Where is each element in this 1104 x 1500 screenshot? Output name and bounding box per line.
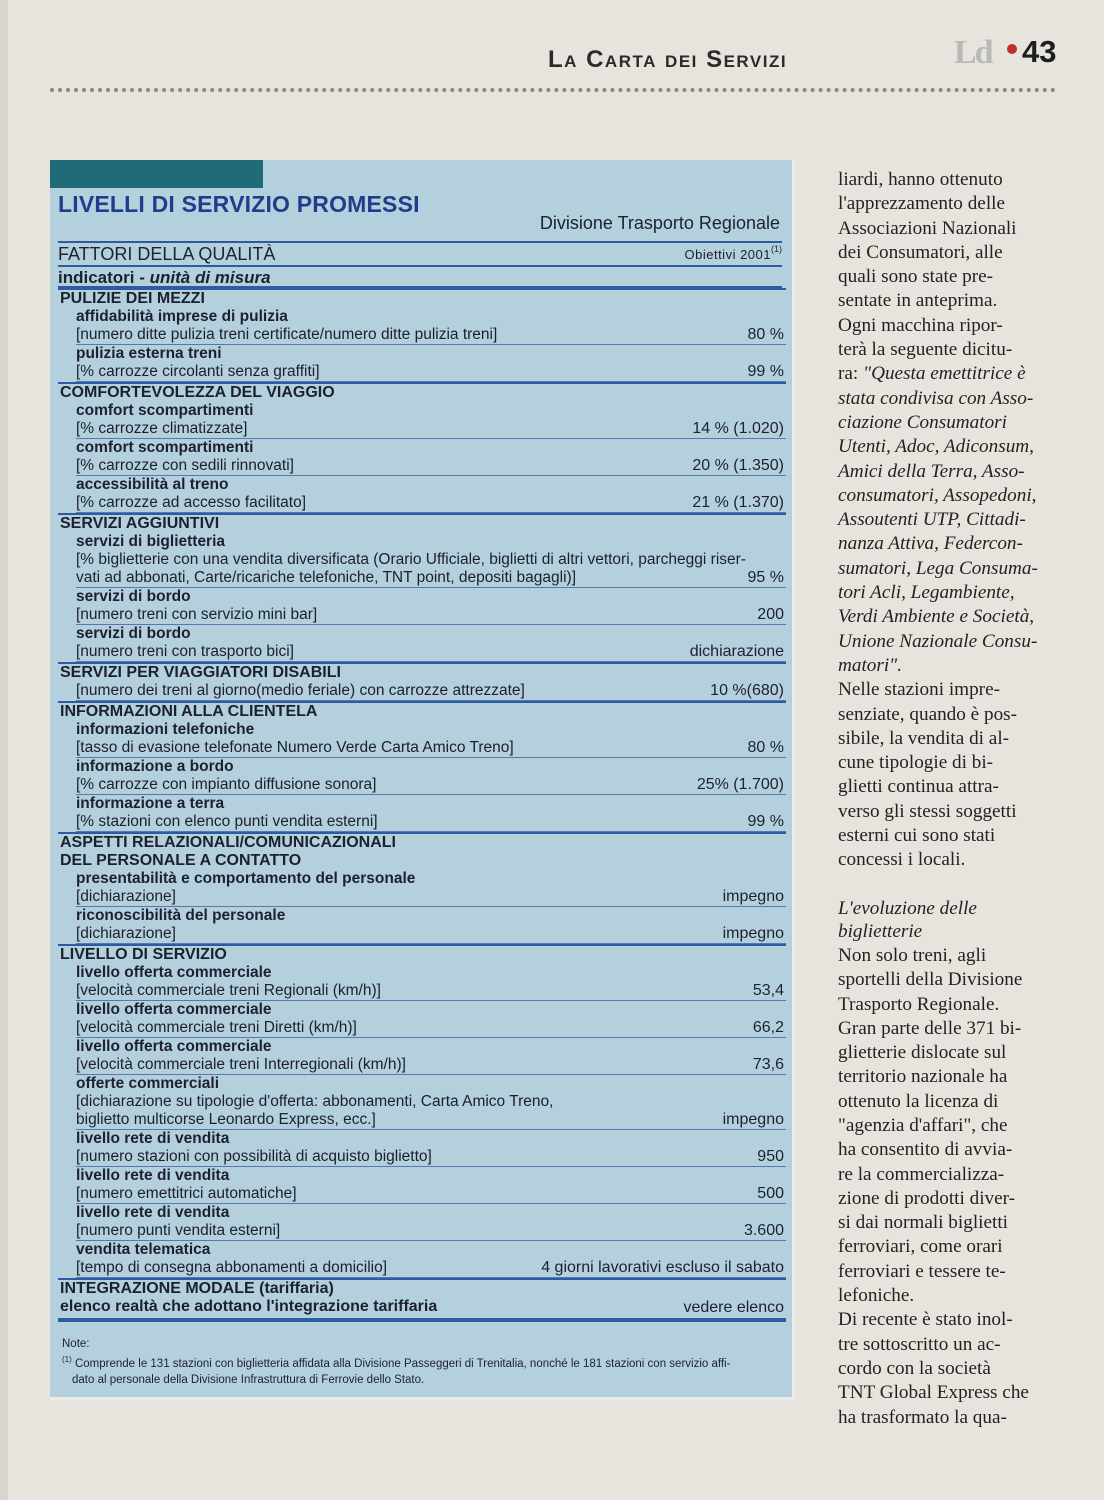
article-line: esterni cui sono stati: [838, 825, 996, 847]
row-value: 200: [757, 606, 784, 623]
row-title: comfort scompartimenti: [76, 439, 254, 456]
row-title: offerte commerciali: [76, 1075, 219, 1092]
row-description: [% stazioni con elenco punti vendita esterni]: [76, 813, 786, 832]
row-description: [dichiarazione su tipologie d'offerta: abbonamenti, Carta Amico Treno,: [76, 1093, 554, 1110]
row-title: servizi di bordo: [76, 625, 191, 642]
row-title: livello offerta commerciale: [76, 1001, 272, 1018]
row-title: informazioni telefoniche: [76, 721, 255, 738]
article-line: ha consentito di avvia-: [838, 1139, 1013, 1161]
quote-line: matori".: [838, 654, 903, 676]
page-edge: [0, 0, 8, 1500]
row-description: [numero dei treni al giorno(medio feriale) con carrozze attrezzate]: [76, 682, 786, 701]
row-title: elenco realtà che adottano l'integrazione tariffaria: [60, 1298, 438, 1315]
table-row: [58, 1038, 786, 1075]
row-value: impegno: [722, 925, 784, 942]
article-line: liardi, hanno ottenuto: [838, 169, 1003, 190]
table-row: [58, 402, 786, 439]
row-value: 95 %: [747, 569, 784, 586]
table-row: [58, 533, 786, 588]
article-line: sportelli della Divisione: [838, 969, 1023, 991]
magazine-logo: Ld: [954, 34, 992, 71]
table-row: [58, 439, 786, 476]
article-line: zione di prodotti diver-: [838, 1187, 1016, 1209]
row-title: informazione a terra: [76, 795, 225, 812]
row-description: [velocità commerciale treni Diretti (km/h)]: [76, 1019, 786, 1038]
table-row: [58, 308, 786, 345]
article-line: ha trasformato la qua-: [838, 1406, 1007, 1428]
category-heading: SERVIZI AGGIUNTIVI: [58, 513, 786, 533]
row-title: livello rete di vendita: [76, 1167, 230, 1184]
article-line: sibile, la vendita di al-: [838, 727, 1010, 749]
table-row: [58, 1130, 786, 1167]
header-rule: [58, 265, 782, 267]
objectives-label: Obiettivi 2001$^{(1)}$: [684, 244, 782, 262]
article-line: l'apprezzamento delle: [838, 193, 1005, 215]
page-number: 43: [1022, 34, 1057, 69]
note-text-2: dato al personale della Divisione Infrastruttura di Ferrovie dello Stato.: [72, 1373, 425, 1386]
section-title: La Carta dei Servizi: [548, 46, 788, 73]
row-description: [dichiarazione]: [76, 888, 786, 907]
table-row: [58, 1075, 786, 1130]
table-row: [58, 1204, 786, 1241]
quote-line: nanza Attiva, Federcon-: [838, 533, 1023, 555]
article-line: ottenuto la licenza di: [838, 1090, 999, 1112]
row-description: [numero treni con servizio mini bar]: [76, 606, 786, 625]
article-line: [838, 362, 1072, 386]
row-description: [dichiarazione]: [76, 925, 786, 944]
dotted-divider: [50, 88, 1056, 92]
category-heading: LIVELLO DI SERVIZIO: [58, 944, 786, 964]
article-line: glietti continua attra-: [838, 776, 999, 798]
row-description: [velocità commerciale treni Regionali (km/h)]: [76, 982, 786, 1001]
table-note: [62, 1336, 782, 1388]
table-row: [58, 476, 786, 513]
row-description: [% carrozze ad accesso facilitato]: [76, 494, 786, 513]
article-line: verso gli stessi soggetti: [838, 800, 1017, 822]
row-description: [velocità commerciale treni Interregionali (km/h)]: [76, 1056, 786, 1075]
table-row: [58, 1241, 786, 1278]
category-heading: SERVIZI PER VIAGGIATORI DISABILI: [58, 662, 786, 682]
row-description-cont: biglietto multicorse Leonardo Express, ecc.]: [76, 1111, 786, 1130]
article-line: si dai normali biglietti: [838, 1212, 1008, 1234]
row-description: [numero punti vendita esterni]: [76, 1222, 786, 1241]
article-line: Trasporto Regionale.: [838, 993, 1000, 1015]
article-line: Non solo treni, agli: [838, 944, 987, 966]
row-description-cont: vati ad abbonati, Carte/ricariche telefoniche, TNT point, depositi bagagli)]: [76, 569, 786, 588]
quote-line: Verdi Ambiente e Società,: [838, 606, 1035, 628]
table-row: [58, 588, 786, 625]
article-line: tre sottoscritto un ac-: [838, 1333, 1001, 1355]
article-line: quali sono state pre-: [838, 266, 994, 288]
row-value: 80 %: [747, 326, 784, 343]
article-line: Di recente è stato inol-: [838, 1309, 1013, 1331]
row-value: 53,4: [752, 982, 784, 999]
table-row: [58, 625, 786, 662]
row-value: dichiarazione: [689, 643, 784, 660]
row-title: livello rete di vendita: [76, 1130, 230, 1147]
table-row: [58, 795, 786, 832]
table-row: [58, 1167, 786, 1204]
row-value: 500: [757, 1185, 784, 1202]
row-description: [% carrozze circolanti senza graffiti]: [76, 363, 786, 382]
row-title: informazione a bordo: [76, 758, 234, 775]
note-label: Note:: [62, 1338, 90, 1350]
row-value: 99 %: [747, 363, 784, 380]
table-row: [58, 870, 786, 907]
row-description: [tasso di evasione telefonate Numero Verde Carta Amico Treno]: [76, 739, 786, 758]
article-line: Ogni macchina ripor-: [838, 314, 1003, 336]
row-value: 3.600: [743, 1222, 784, 1239]
table-row: [58, 682, 786, 701]
row-value: impegno: [722, 1111, 784, 1128]
row-value: 14 % (1.020): [692, 420, 784, 437]
quote-line: Unione Nazionale Consu-: [838, 630, 1038, 652]
category-heading-cont: DEL PERSONALE A CONTATTO: [60, 852, 302, 869]
objectives-note-mark: (1): [771, 244, 782, 254]
row-description: [numero treni con trasporto bici]: [76, 643, 786, 662]
row-description: [% carrozze climatizzate]: [76, 420, 786, 439]
header-rule: [58, 241, 782, 243]
row-title: livello offerta commerciale: [76, 964, 272, 981]
table-row: [58, 907, 786, 944]
category-heading: INFORMAZIONI ALLA CLIENTELA: [58, 701, 786, 721]
indicators-label: indicatori - unità di misura: [58, 268, 271, 287]
row-description: [% carrozze con impianto diffusione sonora]: [76, 776, 786, 795]
article-line: Gran parte delle 371 bi-: [838, 1017, 1022, 1039]
row-value: 10 %(680): [710, 682, 784, 699]
article-line: cordo con la società: [838, 1357, 991, 1379]
article-line: Nelle stazioni impre-: [838, 679, 1000, 701]
subsection-title: L'evoluzione delle: [838, 897, 977, 919]
quote-line: ciazione Consumatori: [838, 411, 1007, 433]
row-title: affidabilità imprese di pulizia: [76, 308, 288, 325]
table-row: [58, 721, 786, 758]
row-value: 66,2: [752, 1019, 784, 1036]
article-line: ferroviari e tessere te-: [838, 1260, 1006, 1282]
article-line: glietterie dislocate sul: [838, 1042, 1007, 1064]
row-value: 21 % (1.370): [692, 494, 784, 511]
factors-label: FATTORI DELLA QUALITÀ: [58, 244, 276, 264]
quote-line: Assoutenti UTP, Cittadi-: [838, 509, 1026, 531]
quote-line: stata condivisa con Asso-: [838, 387, 1034, 409]
row-title: servizi di biglietteria: [76, 533, 226, 550]
article-line: TNT Global Express che: [838, 1382, 1029, 1404]
row-value: impegno: [722, 888, 784, 905]
quote-line: tori Acli, Legambiente,: [838, 582, 1015, 604]
category-heading: PULIZIE DEI MEZZI: [58, 288, 786, 308]
quote-line: Utenti, Adoc, Adiconsum,: [838, 436, 1034, 458]
table-row: [58, 964, 786, 1001]
article-line: cune tipologie di bi-: [838, 752, 994, 774]
row-description: [% carrozze con sedili rinnovati]: [76, 457, 786, 476]
article-line: terà la seguente dicitu-: [838, 339, 1013, 361]
category-heading: COMFORTEVOLEZZA DEL VIAGGIO: [58, 382, 786, 402]
row-title: accessibilità al treno: [76, 476, 229, 493]
row-value: 73,6: [752, 1056, 784, 1073]
category-heading: INTEGRAZIONE MODALE (tariffaria): [58, 1278, 786, 1298]
row-title: livello offerta commerciale: [76, 1038, 272, 1055]
row-title: vendita telematica: [76, 1241, 211, 1258]
article-line: concessi i locali.: [838, 849, 966, 871]
table-end-rule: [58, 1320, 786, 1322]
row-title: servizi di bordo: [76, 588, 191, 605]
article-line: ferroviari, come orari: [838, 1236, 1003, 1258]
division-label: Divisione Trasporto Regionale: [539, 213, 780, 233]
table-title: LIVELLI DI SERVIZIO PROMESSI: [58, 191, 420, 217]
row-title: comfort scompartimenti: [76, 402, 254, 419]
article-text: ra:: [838, 363, 864, 385]
row-value: 20 % (1.350): [692, 457, 784, 474]
quote-line: sumatori, Lega Consuma-: [838, 557, 1038, 579]
article-line: territorio nazionale ha: [838, 1066, 1008, 1088]
article-line: dei Consumatori, alle: [838, 241, 1003, 263]
row-value: 99 %: [747, 813, 784, 830]
table-row: [58, 345, 786, 382]
note-mark: (1): [62, 1355, 72, 1364]
quote-line: Amici della Terra, Asso-: [838, 460, 1025, 482]
row-description: [% biglietterie con una vendita diversificata (Orario Ufficiale, biglietti di altri vettori, parcheggi riser-: [76, 551, 746, 568]
table-row: [58, 1001, 786, 1038]
note-text: $^{(1)}$ Comprende le 131 stazioni con biglietteria affidata alla Divisione Passeggeri di Trenitalia, nonché le 181 stazioni con servizio affi-: [62, 1355, 731, 1370]
row-description: [numero emettitrici automatiche]: [76, 1185, 786, 1204]
article-column: [838, 168, 1072, 1430]
row-title: riconoscibilità del personale: [76, 907, 286, 924]
table-row: [58, 758, 786, 795]
article-line: Associazioni Nazionali: [838, 217, 1017, 239]
subsection-title-cont: biglietterie: [838, 920, 923, 942]
quote-line: consumatori, Assopedoni,: [838, 484, 1037, 506]
row-value: 4 giorni lavorativi escluso il sabato: [541, 1259, 784, 1276]
row-title: pulizia esterna treni: [76, 345, 222, 362]
row-description: [numero ditte pulizia treni certificate/numero ditte pulizia treni]: [76, 326, 786, 345]
row-value: 950: [757, 1148, 784, 1165]
box-accent-bar: [50, 160, 263, 188]
row-value: 25% (1.700): [696, 776, 784, 793]
row-title: presentabilità e comportamento del personale: [76, 870, 416, 887]
service-table-rows: [58, 288, 786, 1322]
row-value: vedere elenco: [683, 1299, 784, 1316]
category-heading: ASPETTI RELAZIONALI/COMUNICAZIONALI: [58, 832, 786, 852]
article-line: "agenzia d'affari", che: [838, 1114, 1008, 1136]
article-line: sentate in anteprima.: [838, 290, 998, 312]
article-line: senziate, quando è pos-: [838, 703, 1018, 725]
quote-text: "Questa emettitrice è: [863, 363, 1026, 385]
article-line: lefoniche.: [838, 1285, 915, 1307]
row-description: [numero stazioni con possibilità di acquisto biglietto]: [76, 1148, 786, 1167]
row-value: 80 %: [747, 739, 784, 756]
bullet-icon: [1007, 44, 1017, 54]
row-title: livello rete di vendita: [76, 1204, 230, 1221]
article-line: re la commercializza-: [838, 1163, 1005, 1185]
table-row: [58, 1298, 786, 1320]
row-description: [tempo di consegna abbonamenti a domicilio]: [76, 1259, 786, 1278]
